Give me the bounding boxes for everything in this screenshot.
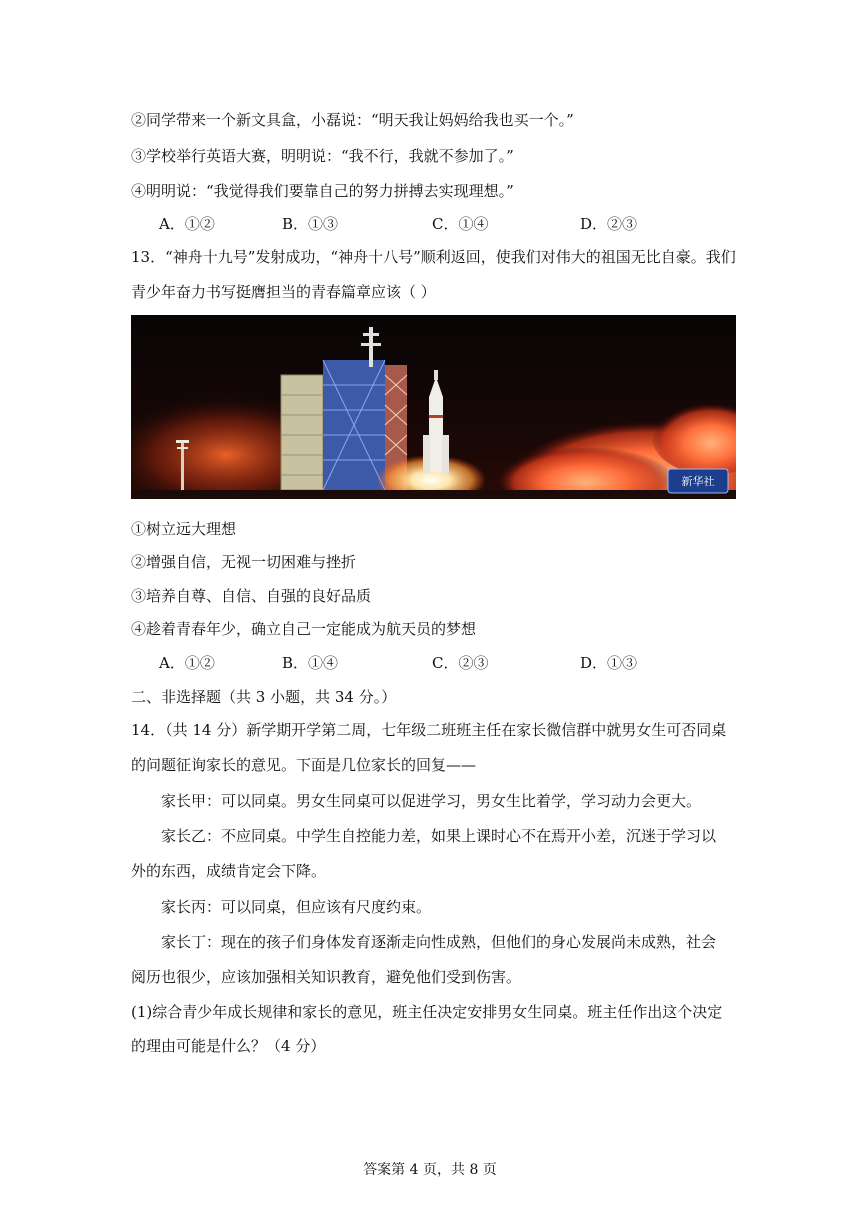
q12-statement-4: ④明明说：“我觉得我们要靠自己的努力拼搏去实现理想。” — [131, 182, 514, 200]
q13-statement-4: ④趁着青春年少，确立自己一定能成为航天员的梦想 — [131, 620, 477, 638]
q14-parent-b-line-2: 外的东西，成绩肯定会下降。 — [131, 862, 327, 880]
watermark-label: 新华社 — [681, 476, 715, 488]
page-footer: 答案第 4 页，共 8 页 — [363, 1162, 497, 1178]
q14-parent-b-line-1: 家长乙：不应同桌。中学生自控能力差，如果上课时心不在焉开小差，沉迷于学习以 — [161, 827, 717, 845]
q14-parent-c: 家长丙：可以同桌，但应该有尺度约束。 — [161, 898, 432, 916]
q13-statement-1: ①树立远大理想 — [131, 520, 237, 538]
q14-stem-line-1: 14．（共 14 分）新学期开学第二周，七年级二班班主任在家长微信群中就男女生可否同桌 — [131, 721, 727, 739]
q13-option-a: A．①② — [159, 654, 215, 672]
q14-sub1-line-1: (1)综合青少年成长规律和家长的意见，班主任决定安排男女生同桌。班主任作出这个决定 — [131, 1003, 723, 1021]
q12-option-a: A．①② — [159, 215, 215, 233]
q12-statement-3: ③学校举行英语大赛，明明说：“我不行，我就不参加了。” — [131, 147, 514, 165]
rocket-launch-photo — [131, 315, 736, 499]
q12-option-d: D．②③ — [580, 215, 638, 233]
section-2-heading: 二、非选择题（共 3 小题，共 34 分。） — [131, 688, 397, 706]
q13-statement-2: ②增强自信，无视一切困难与挫折 — [131, 553, 357, 571]
q13-stem-line-2: 青少年奋力书写挺膺担当的青春篇章应该（ ） — [131, 283, 436, 301]
q14-parent-a: 家长甲：可以同桌。男女生同桌可以促进学习，男女生比着学，学习动力会更大。 — [161, 792, 702, 810]
q14-parent-d-line-2: 阅历也很少，应该加强相关知识教育，避免他们受到伤害。 — [131, 968, 522, 986]
q14-parent-d-line-1: 家长丁：现在的孩子们身体发育逐渐走向性成熟，但他们的身心发展尚未成熟，社会 — [161, 933, 717, 951]
q13-option-b: B．①④ — [282, 654, 339, 672]
q13-option-d: D．①③ — [580, 654, 638, 672]
q13-statement-3: ③培养自尊、自信、自强的良好品质 — [131, 587, 372, 605]
q13-stem-line-1: 13．“神舟十九号”发射成功，“神舟十八号”顺利返回，使我们对伟大的祖国无比自豪。我们 — [131, 248, 736, 266]
q12-option-c: C．①④ — [432, 215, 489, 233]
q12-option-b: B．①③ — [282, 215, 339, 233]
q12-statement-2: ②同学带来一个新文具盒，小磊说：“明天我让妈妈给我也买一个。” — [131, 111, 574, 129]
q13-option-c: C．②③ — [432, 654, 489, 672]
q14-stem-line-2: 的问题征询家长的意见。下面是几位家长的回复—— — [131, 756, 477, 774]
q14-sub1-line-2: 的理由可能是什么？（4 分） — [131, 1037, 326, 1055]
